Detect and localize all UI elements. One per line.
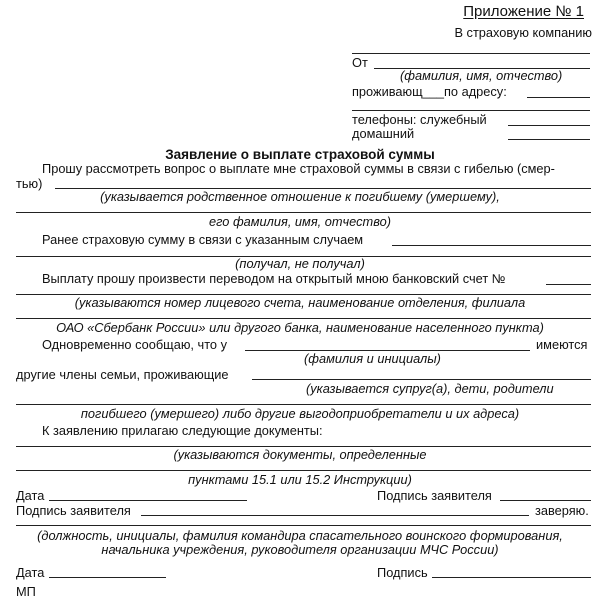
official-line[interactable] [16,525,591,526]
date-line[interactable] [49,500,247,501]
sign-label: Подпись [377,565,428,580]
hint-beneficiaries: погибшего (умершего) либо другие выгодоприобретатели и их адреса) [80,406,520,421]
from-hint: (фамилия, имя, отчество) [400,68,563,83]
hint-bank: ОАО «Сбербанк России» или другого банка, наименование населенного пункта) [56,320,544,335]
paragraph-5-prefix: другие члены семьи, проживающие [16,367,229,382]
hint-initials: (фамилия и инициалы) [304,351,441,366]
date-label: Дата [16,488,45,503]
hint-name: его фамилия, имя, отчество) [209,214,391,229]
paragraph-6: К заявлению прилагаю следующие документы: [42,423,323,438]
appendix-label: Приложение № 1 [463,3,584,20]
hint-account: (указываются номер лицевого счета, наименование отделения, филиала [74,295,526,310]
paragraph-3: Выплату прошу произвести переводом на открытый мною банковский счет № [42,271,506,286]
hint-relation: (указывается родственное отношение к погибшему (умершему), [100,189,500,204]
applicant-sign-label: Подпись заявителя [377,488,492,503]
applicant-sign-label-2: Подпись заявителя [16,503,131,518]
recipient-line[interactable] [352,53,590,54]
deceased-name-line[interactable] [16,212,591,213]
account-number-line[interactable] [546,284,591,285]
sign-line[interactable] [432,577,591,578]
applicant-sign-line[interactable] [500,500,591,501]
date-line-2[interactable] [49,577,166,578]
bank-line[interactable] [16,318,591,319]
stamp-label: МП [16,584,36,599]
address-line[interactable] [527,97,590,98]
date-label-2: Дата [16,565,45,580]
phone-home-line[interactable] [508,139,590,140]
hint-points: пунктами 15.1 или 15.2 Инструкции) [188,472,412,487]
from-label: От [352,55,368,70]
received-line[interactable] [392,245,591,246]
hint-position-line2: начальника учреждения, руководителя организации МЧС России) [101,542,499,557]
hint-received: (получал, не получал) [235,256,365,271]
address-line-2[interactable] [352,110,590,111]
phone-work-line[interactable] [508,125,590,126]
hint-documents: (указываются документы, определенные [173,447,427,462]
phones-label: телефоны: служебный [352,112,487,127]
paragraph-4-suffix: имеются [536,337,588,352]
phone-home-label: домашний [352,126,415,141]
family-line[interactable] [252,379,591,380]
certify-label: заверяю. [535,503,589,518]
paragraph-1-line1: Прошу рассмотреть вопрос о выплате мне страховой суммы в связи с гибелью (смер- [42,161,555,176]
applicant-sign-line-2[interactable] [141,515,529,516]
to-company-label: В страховую компанию [454,25,592,40]
paragraph-1-prefix: тью) [16,176,43,191]
hint-spouse: (указывается супруг(а), дети, родители [306,381,554,396]
document-title: Заявление о выплате страховой суммы [165,147,435,162]
hint-position-line1: (должность, инициалы, фамилия командира спасательного воинского формирования, [37,528,563,543]
documents-line-2[interactable] [16,470,591,471]
address-label: проживающ___по адресу: [352,84,507,99]
paragraph-2: Ранее страховую сумму в связи с указанным случаем [42,232,364,247]
paragraph-4-prefix: Одновременно сообщаю, что у [42,337,227,352]
family-line-2[interactable] [16,404,591,405]
